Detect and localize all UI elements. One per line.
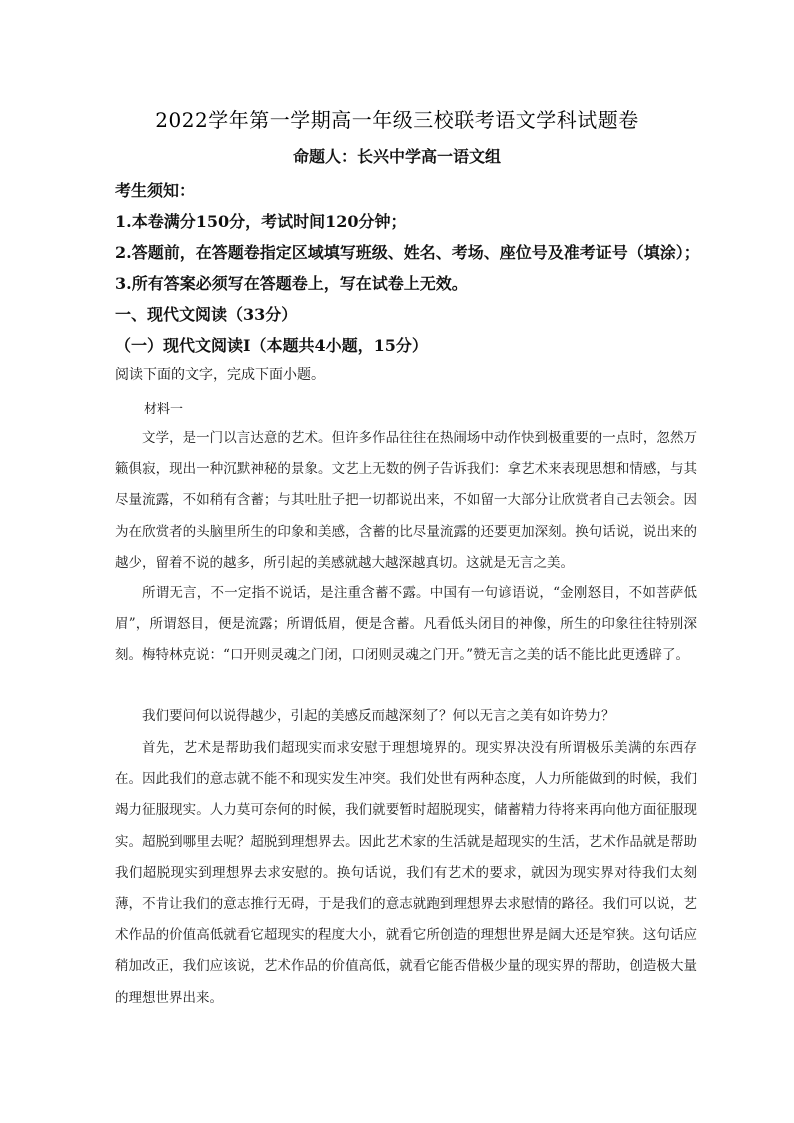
reading-instruction: 阅读下面的文字，完成下面小题。 (115, 367, 325, 383)
notice-item-2: 2.答题前，在答题卷指定区域填写班级、姓名、考场、座位号及准考证号（填涂）； (115, 243, 700, 262)
material-label: 材料一 (144, 402, 184, 417)
notice-item-3: 3.所有答案必须写在答题卷上，写在试卷上无效。 (115, 274, 468, 293)
exam-title: 2022学年第一学期高一年级三校联考语文学科试题卷 (155, 108, 639, 132)
section-subtitle: （一）现代文阅读Ⅰ（本题共4小题，15分） (115, 336, 428, 355)
material-paragraph-4: 首先，艺术是帮助我们超现实而求安慰于理想境界的。现实界决没有所谓极乐美满的东西存在。因此我们的意志就不能不和现实发生冲突。我们处世有两种态度，人力所能做到的时候，我们竭力征服现实。人力莫可奈何的时候，我们就要暂时超脱现实，储蓄精力待将来再向他方面征服现实。超脱到哪里去呢？超脱到理想界去。因此艺术家的生活就是超现实的生活，艺术作品就是帮助我们超脱现实到理想界去求安慰的。换句话说，我们有艺术的要求，就因为现实界对待我们太刻薄，不肯让我们的意志推行无碍，于是我们的意志就跑到理想界去求慰情的路径。我们可以说，艺术作品的价值高低就看它超现实的程度大小，就看它所创造的理想世界是阔大还是窄狭。这句话应稍加改正，我们应该说，艺术作品的价值高低，就看它能否借极少量的现实界的帮助，创造极大量的理想世界出来。 (115, 740, 697, 1006)
material-paragraph-2: 所谓无言，不一定指不说话，是注重含蓄不露。中国有一句谚语说，“金刚怒目，不如菩萨低眉”，所谓怒目，便是流露；所谓低眉，便是含蓄。凡看低头闭目的神像，所生的印象往往特别深刻。梅特林克说：“口开则灵魂之门闭，口闭则灵魂之门开。”赞无言之美的话不能比此更透辟了。 (115, 585, 697, 664)
notice-item-1: 1.本卷满分150分，考试时间120分钟； (115, 212, 407, 231)
material-paragraph-1: 文学，是一门以言达意的艺术。但许多作品往往在热闹场中动作快到极重要的一点时，忽然万籁俱寂，现出一种沉默神秘的景象。文艺上无数的例子告诉我们：拿艺术来表现思想和情感，与其尽量流露，不如稍有含蓄；与其吐肚子把一切都说出来，不如留一大部分让欣赏者自己去领会。因为在欣赏者的头脑里所生的印象和美感，含蓄的比尽量流露的还要更加深刻。换句话说，说出来的越少，留着不说的越多，所引起的美感就越大越深越真切。这就是无言之美。 (115, 430, 697, 571)
material-paragraph-3: 我们要问何以说得越少，引起的美感反而越深刻了？何以无言之美有如许势力？ (142, 708, 615, 724)
exam-author: 命题人：长兴中学高一语文组 (292, 147, 501, 166)
section-title: 一、现代文阅读（33分） (115, 305, 298, 324)
notice-heading: 考生须知： (115, 181, 196, 200)
